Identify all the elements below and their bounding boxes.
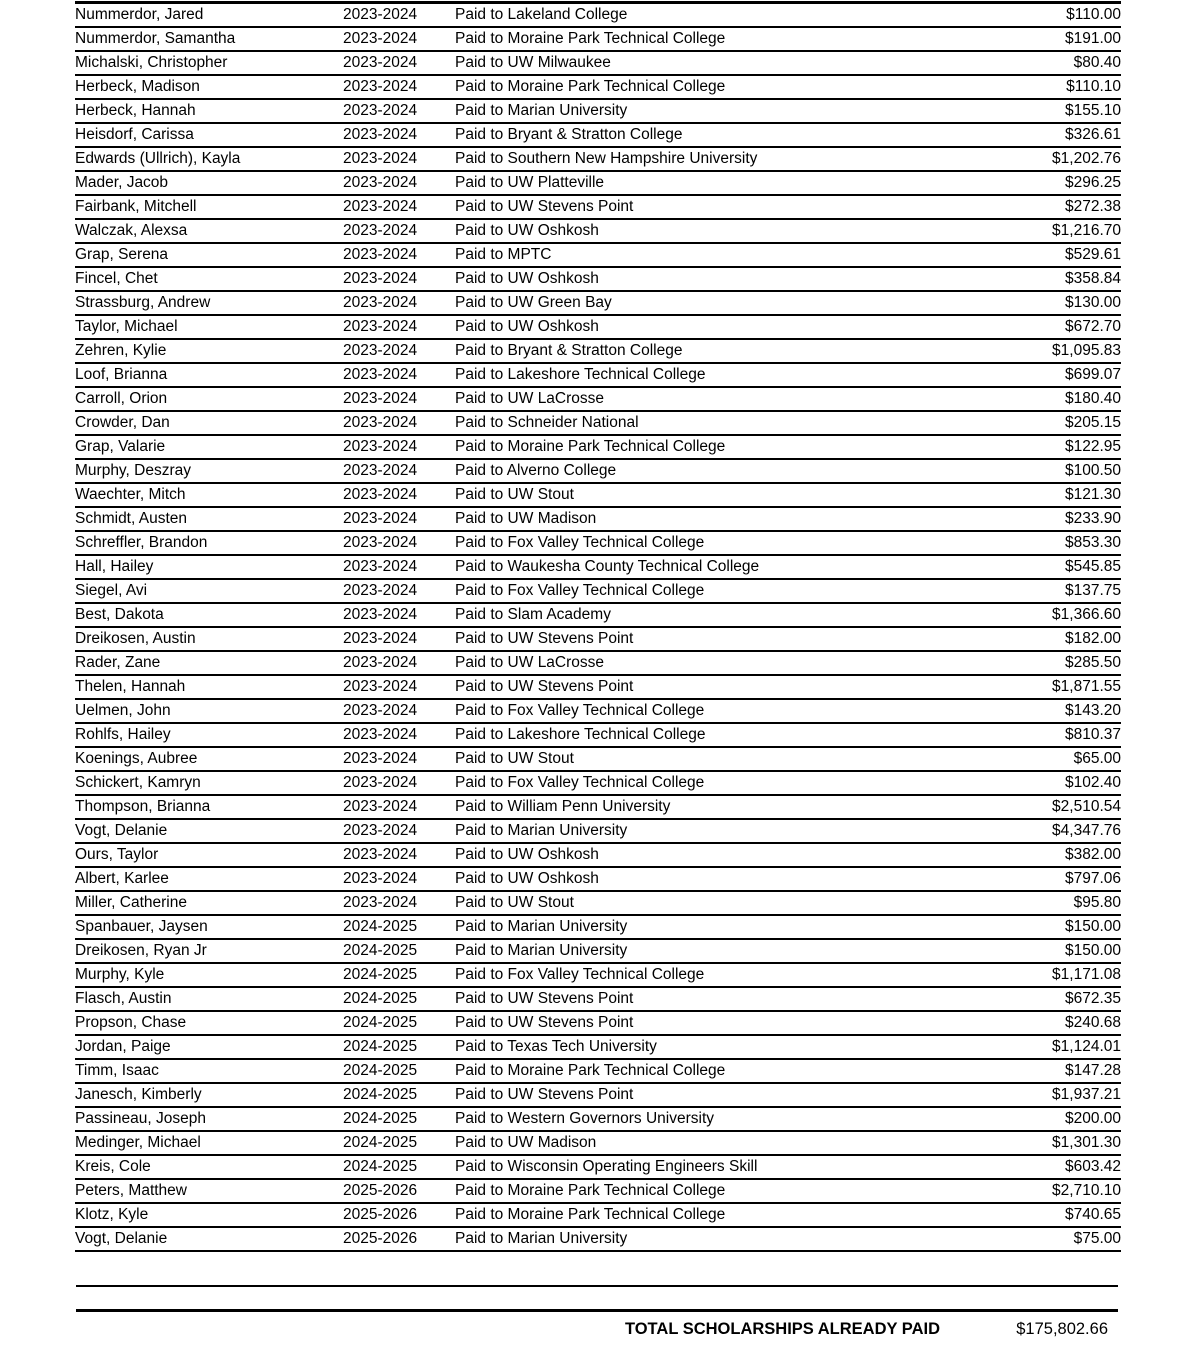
paid-to-cell: Paid to UW Platteville — [455, 171, 991, 195]
student-name-cell: Herbeck, Hannah — [75, 99, 343, 123]
student-name-cell: Thelen, Hannah — [75, 675, 343, 699]
student-name-cell: Vogt, Delanie — [75, 819, 343, 843]
amount-cell: $4,347.76 — [991, 819, 1121, 843]
amount-cell: $205.15 — [991, 411, 1121, 435]
student-name-cell: Ours, Taylor — [75, 843, 343, 867]
table-row — [75, 1227, 1121, 1251]
table-row — [75, 459, 1121, 483]
student-name-cell: Flasch, Austin — [75, 987, 343, 1011]
school-year-cell: 2023-2024 — [343, 195, 455, 219]
school-year-cell: 2023-2024 — [343, 651, 455, 675]
table-row — [75, 531, 1121, 555]
table-row — [75, 1011, 1121, 1035]
table-row — [75, 27, 1121, 51]
table-row — [75, 1131, 1121, 1155]
amount-cell: $1,301.30 — [991, 1131, 1121, 1155]
amount-cell: $296.25 — [991, 171, 1121, 195]
amount-cell: $285.50 — [991, 651, 1121, 675]
amount-cell: $143.20 — [991, 699, 1121, 723]
paid-to-cell: Paid to UW LaCrosse — [455, 651, 991, 675]
school-year-cell: 2023-2024 — [343, 51, 455, 75]
table-row — [75, 603, 1121, 627]
school-year-cell: 2023-2024 — [343, 411, 455, 435]
school-year-cell: 2023-2024 — [343, 171, 455, 195]
student-name-cell: Walczak, Alexsa — [75, 219, 343, 243]
table-row — [75, 915, 1121, 939]
table-row — [75, 339, 1121, 363]
amount-cell: $233.90 — [991, 507, 1121, 531]
paid-to-cell: Paid to Schneider National — [455, 411, 991, 435]
school-year-cell: 2024-2025 — [343, 1083, 455, 1107]
school-year-cell: 2023-2024 — [343, 771, 455, 795]
school-year-cell: 2024-2025 — [343, 1155, 455, 1179]
amount-cell: $545.85 — [991, 555, 1121, 579]
paid-to-cell: Paid to Lakeshore Technical College — [455, 363, 991, 387]
paid-to-cell: Paid to Slam Academy — [455, 603, 991, 627]
paid-to-cell: Paid to UW Stevens Point — [455, 1083, 991, 1107]
table-row — [75, 435, 1121, 459]
student-name-cell: Albert, Karlee — [75, 867, 343, 891]
table-row — [75, 243, 1121, 267]
amount-cell: $100.50 — [991, 459, 1121, 483]
school-year-cell: 2024-2025 — [343, 987, 455, 1011]
paid-to-cell: Paid to Moraine Park Technical College — [455, 435, 991, 459]
school-year-cell: 2023-2024 — [343, 579, 455, 603]
school-year-cell: 2023-2024 — [343, 819, 455, 843]
school-year-cell: 2023-2024 — [343, 27, 455, 51]
student-name-cell: Strassburg, Andrew — [75, 291, 343, 315]
school-year-cell: 2023-2024 — [343, 243, 455, 267]
amount-cell: $740.65 — [991, 1203, 1121, 1227]
amount-cell: $130.00 — [991, 291, 1121, 315]
table-row — [75, 3, 1121, 28]
student-name-cell: Grap, Valarie — [75, 435, 343, 459]
school-year-cell: 2023-2024 — [343, 483, 455, 507]
amount-cell: $102.40 — [991, 771, 1121, 795]
amount-cell: $155.10 — [991, 99, 1121, 123]
school-year-cell: 2025-2026 — [343, 1227, 455, 1251]
scholarship-payments-table — [75, 1, 1121, 1252]
total-scholarships-paid-amount: $175,802.66 — [1016, 1319, 1108, 1338]
amount-cell: $699.07 — [991, 363, 1121, 387]
student-name-cell: Dreikosen, Ryan Jr — [75, 939, 343, 963]
table-row — [75, 675, 1121, 699]
student-name-cell: Dreikosen, Austin — [75, 627, 343, 651]
table-row — [75, 291, 1121, 315]
paid-to-cell: Paid to Lakeland College — [455, 3, 991, 28]
amount-cell: $191.00 — [991, 27, 1121, 51]
amount-cell: $672.70 — [991, 315, 1121, 339]
table-row — [75, 843, 1121, 867]
paid-to-cell: Paid to MPTC — [455, 243, 991, 267]
paid-to-cell: Paid to UW Stevens Point — [455, 627, 991, 651]
table-row — [75, 555, 1121, 579]
student-name-cell: Siegel, Avi — [75, 579, 343, 603]
paid-to-cell: Paid to UW Oshkosh — [455, 219, 991, 243]
student-name-cell: Schickert, Kamryn — [75, 771, 343, 795]
school-year-cell: 2024-2025 — [343, 1059, 455, 1083]
student-name-cell: Taylor, Michael — [75, 315, 343, 339]
amount-cell: $180.40 — [991, 387, 1121, 411]
paid-to-cell: Paid to Southern New Hampshire University — [455, 147, 991, 171]
school-year-cell: 2024-2025 — [343, 1107, 455, 1131]
student-name-cell: Grap, Serena — [75, 243, 343, 267]
student-name-cell: Klotz, Kyle — [75, 1203, 343, 1227]
student-name-cell: Carroll, Orion — [75, 387, 343, 411]
amount-cell: $1,366.60 — [991, 603, 1121, 627]
paid-to-cell: Paid to Fox Valley Technical College — [455, 963, 991, 987]
amount-cell: $75.00 — [991, 1227, 1121, 1251]
table-row — [75, 195, 1121, 219]
paid-to-cell: Paid to UW Stevens Point — [455, 195, 991, 219]
table-row — [75, 1155, 1121, 1179]
paid-to-cell: Paid to UW Oshkosh — [455, 267, 991, 291]
paid-to-cell: Paid to William Penn University — [455, 795, 991, 819]
amount-cell: $200.00 — [991, 1107, 1121, 1131]
amount-cell: $1,124.01 — [991, 1035, 1121, 1059]
paid-to-cell: Paid to Bryant & Stratton College — [455, 123, 991, 147]
school-year-cell: 2023-2024 — [343, 843, 455, 867]
amount-cell: $810.37 — [991, 723, 1121, 747]
paid-to-cell: Paid to UW Oshkosh — [455, 315, 991, 339]
paid-to-cell: Paid to Fox Valley Technical College — [455, 771, 991, 795]
table-row — [75, 579, 1121, 603]
amount-cell: $95.80 — [991, 891, 1121, 915]
school-year-cell: 2023-2024 — [343, 531, 455, 555]
paid-to-cell: Paid to Bryant & Stratton College — [455, 339, 991, 363]
table-row — [75, 1083, 1121, 1107]
school-year-cell: 2023-2024 — [343, 99, 455, 123]
amount-cell: $603.42 — [991, 1155, 1121, 1179]
paid-to-cell: Paid to UW Oshkosh — [455, 843, 991, 867]
paid-to-cell: Paid to Fox Valley Technical College — [455, 531, 991, 555]
school-year-cell: 2025-2026 — [343, 1179, 455, 1203]
school-year-cell: 2024-2025 — [343, 939, 455, 963]
table-row — [75, 363, 1121, 387]
table-row — [75, 723, 1121, 747]
table-body — [75, 3, 1121, 1252]
table-row — [75, 963, 1121, 987]
table-row — [75, 267, 1121, 291]
school-year-cell: 2024-2025 — [343, 1131, 455, 1155]
school-year-cell: 2023-2024 — [343, 363, 455, 387]
school-year-cell: 2023-2024 — [343, 123, 455, 147]
paid-to-cell: Paid to Texas Tech University — [455, 1035, 991, 1059]
table-row — [75, 147, 1121, 171]
table-row — [75, 867, 1121, 891]
school-year-cell: 2023-2024 — [343, 339, 455, 363]
school-year-cell: 2023-2024 — [343, 675, 455, 699]
amount-cell: $1,871.55 — [991, 675, 1121, 699]
paid-to-cell: Paid to Alverno College — [455, 459, 991, 483]
amount-cell: $240.68 — [991, 1011, 1121, 1035]
school-year-cell: 2024-2025 — [343, 1035, 455, 1059]
student-name-cell: Nummerdor, Jared — [75, 3, 343, 28]
student-name-cell: Kreis, Cole — [75, 1155, 343, 1179]
table-row — [75, 699, 1121, 723]
amount-cell: $65.00 — [991, 747, 1121, 771]
table-row — [75, 219, 1121, 243]
table-row — [75, 99, 1121, 123]
school-year-cell: 2023-2024 — [343, 867, 455, 891]
student-name-cell: Fincel, Chet — [75, 267, 343, 291]
paid-to-cell: Paid to UW Milwaukee — [455, 51, 991, 75]
amount-cell: $137.75 — [991, 579, 1121, 603]
table-row — [75, 1035, 1121, 1059]
table-row — [75, 411, 1121, 435]
school-year-cell: 2023-2024 — [343, 627, 455, 651]
school-year-cell: 2023-2024 — [343, 603, 455, 627]
table-row — [75, 315, 1121, 339]
school-year-cell: 2023-2024 — [343, 291, 455, 315]
school-year-cell: 2023-2024 — [343, 507, 455, 531]
student-name-cell: Miller, Catherine — [75, 891, 343, 915]
table-row — [75, 51, 1121, 75]
table-row — [75, 483, 1121, 507]
student-name-cell: Mader, Jacob — [75, 171, 343, 195]
table-row — [75, 171, 1121, 195]
student-name-cell: Crowder, Dan — [75, 411, 343, 435]
student-name-cell: Nummerdor, Samantha — [75, 27, 343, 51]
student-name-cell: Rohlfs, Hailey — [75, 723, 343, 747]
school-year-cell: 2023-2024 — [343, 435, 455, 459]
amount-cell: $358.84 — [991, 267, 1121, 291]
student-name-cell: Murphy, Kyle — [75, 963, 343, 987]
table-row — [75, 387, 1121, 411]
student-name-cell: Heisdorf, Carissa — [75, 123, 343, 147]
paid-to-cell: Paid to UW Stevens Point — [455, 675, 991, 699]
school-year-cell: 2023-2024 — [343, 75, 455, 99]
student-name-cell: Zehren, Kylie — [75, 339, 343, 363]
amount-cell: $382.00 — [991, 843, 1121, 867]
student-name-cell: Schmidt, Austen — [75, 507, 343, 531]
student-name-cell: Janesch, Kimberly — [75, 1083, 343, 1107]
table-row — [75, 123, 1121, 147]
amount-cell: $1,937.21 — [991, 1083, 1121, 1107]
school-year-cell: 2023-2024 — [343, 747, 455, 771]
paid-to-cell: Paid to UW Stevens Point — [455, 987, 991, 1011]
paid-to-cell: Paid to Moraine Park Technical College — [455, 75, 991, 99]
paid-to-cell: Paid to UW Stout — [455, 483, 991, 507]
table-row — [75, 795, 1121, 819]
student-name-cell: Thompson, Brianna — [75, 795, 343, 819]
amount-cell: $797.06 — [991, 867, 1121, 891]
paid-to-cell: Paid to Wisconsin Operating Engineers Skill — [455, 1155, 991, 1179]
amount-cell: $1,202.76 — [991, 147, 1121, 171]
student-name-cell: Peters, Matthew — [75, 1179, 343, 1203]
school-year-cell: 2023-2024 — [343, 555, 455, 579]
separator-line-thin — [76, 1285, 1118, 1287]
paid-to-cell: Paid to Moraine Park Technical College — [455, 1203, 991, 1227]
amount-cell: $182.00 — [991, 627, 1121, 651]
student-name-cell: Propson, Chase — [75, 1011, 343, 1035]
school-year-cell: 2023-2024 — [343, 315, 455, 339]
student-name-cell: Hall, Hailey — [75, 555, 343, 579]
amount-cell: $853.30 — [991, 531, 1121, 555]
school-year-cell: 2023-2024 — [343, 723, 455, 747]
school-year-cell: 2024-2025 — [343, 963, 455, 987]
amount-cell: $150.00 — [991, 915, 1121, 939]
school-year-cell: 2023-2024 — [343, 219, 455, 243]
student-name-cell: Herbeck, Madison — [75, 75, 343, 99]
student-name-cell: Timm, Isaac — [75, 1059, 343, 1083]
amount-cell: $529.61 — [991, 243, 1121, 267]
school-year-cell: 2023-2024 — [343, 267, 455, 291]
amount-cell: $147.28 — [991, 1059, 1121, 1083]
table-row — [75, 507, 1121, 531]
table-row — [75, 1059, 1121, 1083]
amount-cell: $110.00 — [991, 3, 1121, 28]
paid-to-cell: Paid to UW Stout — [455, 747, 991, 771]
paid-to-cell: Paid to Marian University — [455, 939, 991, 963]
table-row — [75, 987, 1121, 1011]
student-name-cell: Jordan, Paige — [75, 1035, 343, 1059]
student-name-cell: Medinger, Michael — [75, 1131, 343, 1155]
amount-cell: $2,710.10 — [991, 1179, 1121, 1203]
student-name-cell: Schreffler, Brandon — [75, 531, 343, 555]
amount-cell: $121.30 — [991, 483, 1121, 507]
student-name-cell: Rader, Zane — [75, 651, 343, 675]
total-scholarships-paid-label: TOTAL SCHOLARSHIPS ALREADY PAID — [624, 1319, 940, 1338]
paid-to-cell: Paid to Western Governors University — [455, 1107, 991, 1131]
student-name-cell: Uelmen, John — [75, 699, 343, 723]
school-year-cell: 2023-2024 — [343, 891, 455, 915]
paid-to-cell: Paid to Marian University — [455, 1227, 991, 1251]
paid-to-cell: Paid to Moraine Park Technical College — [455, 1179, 991, 1203]
table-row — [75, 747, 1121, 771]
paid-to-cell: Paid to Fox Valley Technical College — [455, 699, 991, 723]
school-year-cell: 2023-2024 — [343, 459, 455, 483]
amount-cell: $2,510.54 — [991, 795, 1121, 819]
student-name-cell: Best, Dakota — [75, 603, 343, 627]
paid-to-cell: Paid to UW Madison — [455, 1131, 991, 1155]
amount-cell: $80.40 — [991, 51, 1121, 75]
paid-to-cell: Paid to Fox Valley Technical College — [455, 579, 991, 603]
amount-cell: $326.61 — [991, 123, 1121, 147]
amount-cell: $122.95 — [991, 435, 1121, 459]
school-year-cell: 2023-2024 — [343, 147, 455, 171]
paid-to-cell: Paid to Waukesha County Technical College — [455, 555, 991, 579]
school-year-cell: 2024-2025 — [343, 1011, 455, 1035]
table-row — [75, 627, 1121, 651]
student-name-cell: Waechter, Mitch — [75, 483, 343, 507]
total-row — [75, 1316, 1121, 1342]
paid-to-cell: Paid to Lakeshore Technical College — [455, 723, 991, 747]
separator-line-thick — [76, 1309, 1118, 1312]
paid-to-cell: Paid to UW Oshkosh — [455, 867, 991, 891]
amount-cell: $110.10 — [991, 75, 1121, 99]
table-row — [75, 939, 1121, 963]
table-row — [75, 75, 1121, 99]
amount-cell: $150.00 — [991, 939, 1121, 963]
student-name-cell: Koenings, Aubree — [75, 747, 343, 771]
paid-to-cell: Paid to Moraine Park Technical College — [455, 27, 991, 51]
school-year-cell: 2023-2024 — [343, 699, 455, 723]
paid-to-cell: Paid to Marian University — [455, 819, 991, 843]
table-row — [75, 1107, 1121, 1131]
paid-to-cell: Paid to UW LaCrosse — [455, 387, 991, 411]
student-name-cell: Loof, Brianna — [75, 363, 343, 387]
amount-cell: $672.35 — [991, 987, 1121, 1011]
student-name-cell: Michalski, Christopher — [75, 51, 343, 75]
school-year-cell: 2023-2024 — [343, 795, 455, 819]
student-name-cell: Fairbank, Mitchell — [75, 195, 343, 219]
school-year-cell: 2023-2024 — [343, 3, 455, 28]
table-row — [75, 651, 1121, 675]
student-name-cell: Murphy, Deszray — [75, 459, 343, 483]
amount-cell: $1,095.83 — [991, 339, 1121, 363]
amount-cell: $272.38 — [991, 195, 1121, 219]
student-name-cell: Vogt, Delanie — [75, 1227, 343, 1251]
paid-to-cell: Paid to UW Stout — [455, 891, 991, 915]
paid-to-cell: Paid to UW Madison — [455, 507, 991, 531]
school-year-cell: 2025-2026 — [343, 1203, 455, 1227]
student-name-cell: Edwards (Ullrich), Kayla — [75, 147, 343, 171]
student-name-cell: Spanbauer, Jaysen — [75, 915, 343, 939]
paid-to-cell: Paid to Marian University — [455, 99, 991, 123]
paid-to-cell: Paid to UW Green Bay — [455, 291, 991, 315]
school-year-cell: 2023-2024 — [343, 387, 455, 411]
table-row — [75, 1203, 1121, 1227]
paid-to-cell: Paid to Moraine Park Technical College — [455, 1059, 991, 1083]
paid-to-cell: Paid to Marian University — [455, 915, 991, 939]
table-row — [75, 891, 1121, 915]
student-name-cell: Passineau, Joseph — [75, 1107, 343, 1131]
table-row — [75, 1179, 1121, 1203]
table-row — [75, 819, 1121, 843]
table-row — [75, 771, 1121, 795]
school-year-cell: 2024-2025 — [343, 915, 455, 939]
amount-cell: $1,216.70 — [991, 219, 1121, 243]
paid-to-cell: Paid to UW Stevens Point — [455, 1011, 991, 1035]
amount-cell: $1,171.08 — [991, 963, 1121, 987]
